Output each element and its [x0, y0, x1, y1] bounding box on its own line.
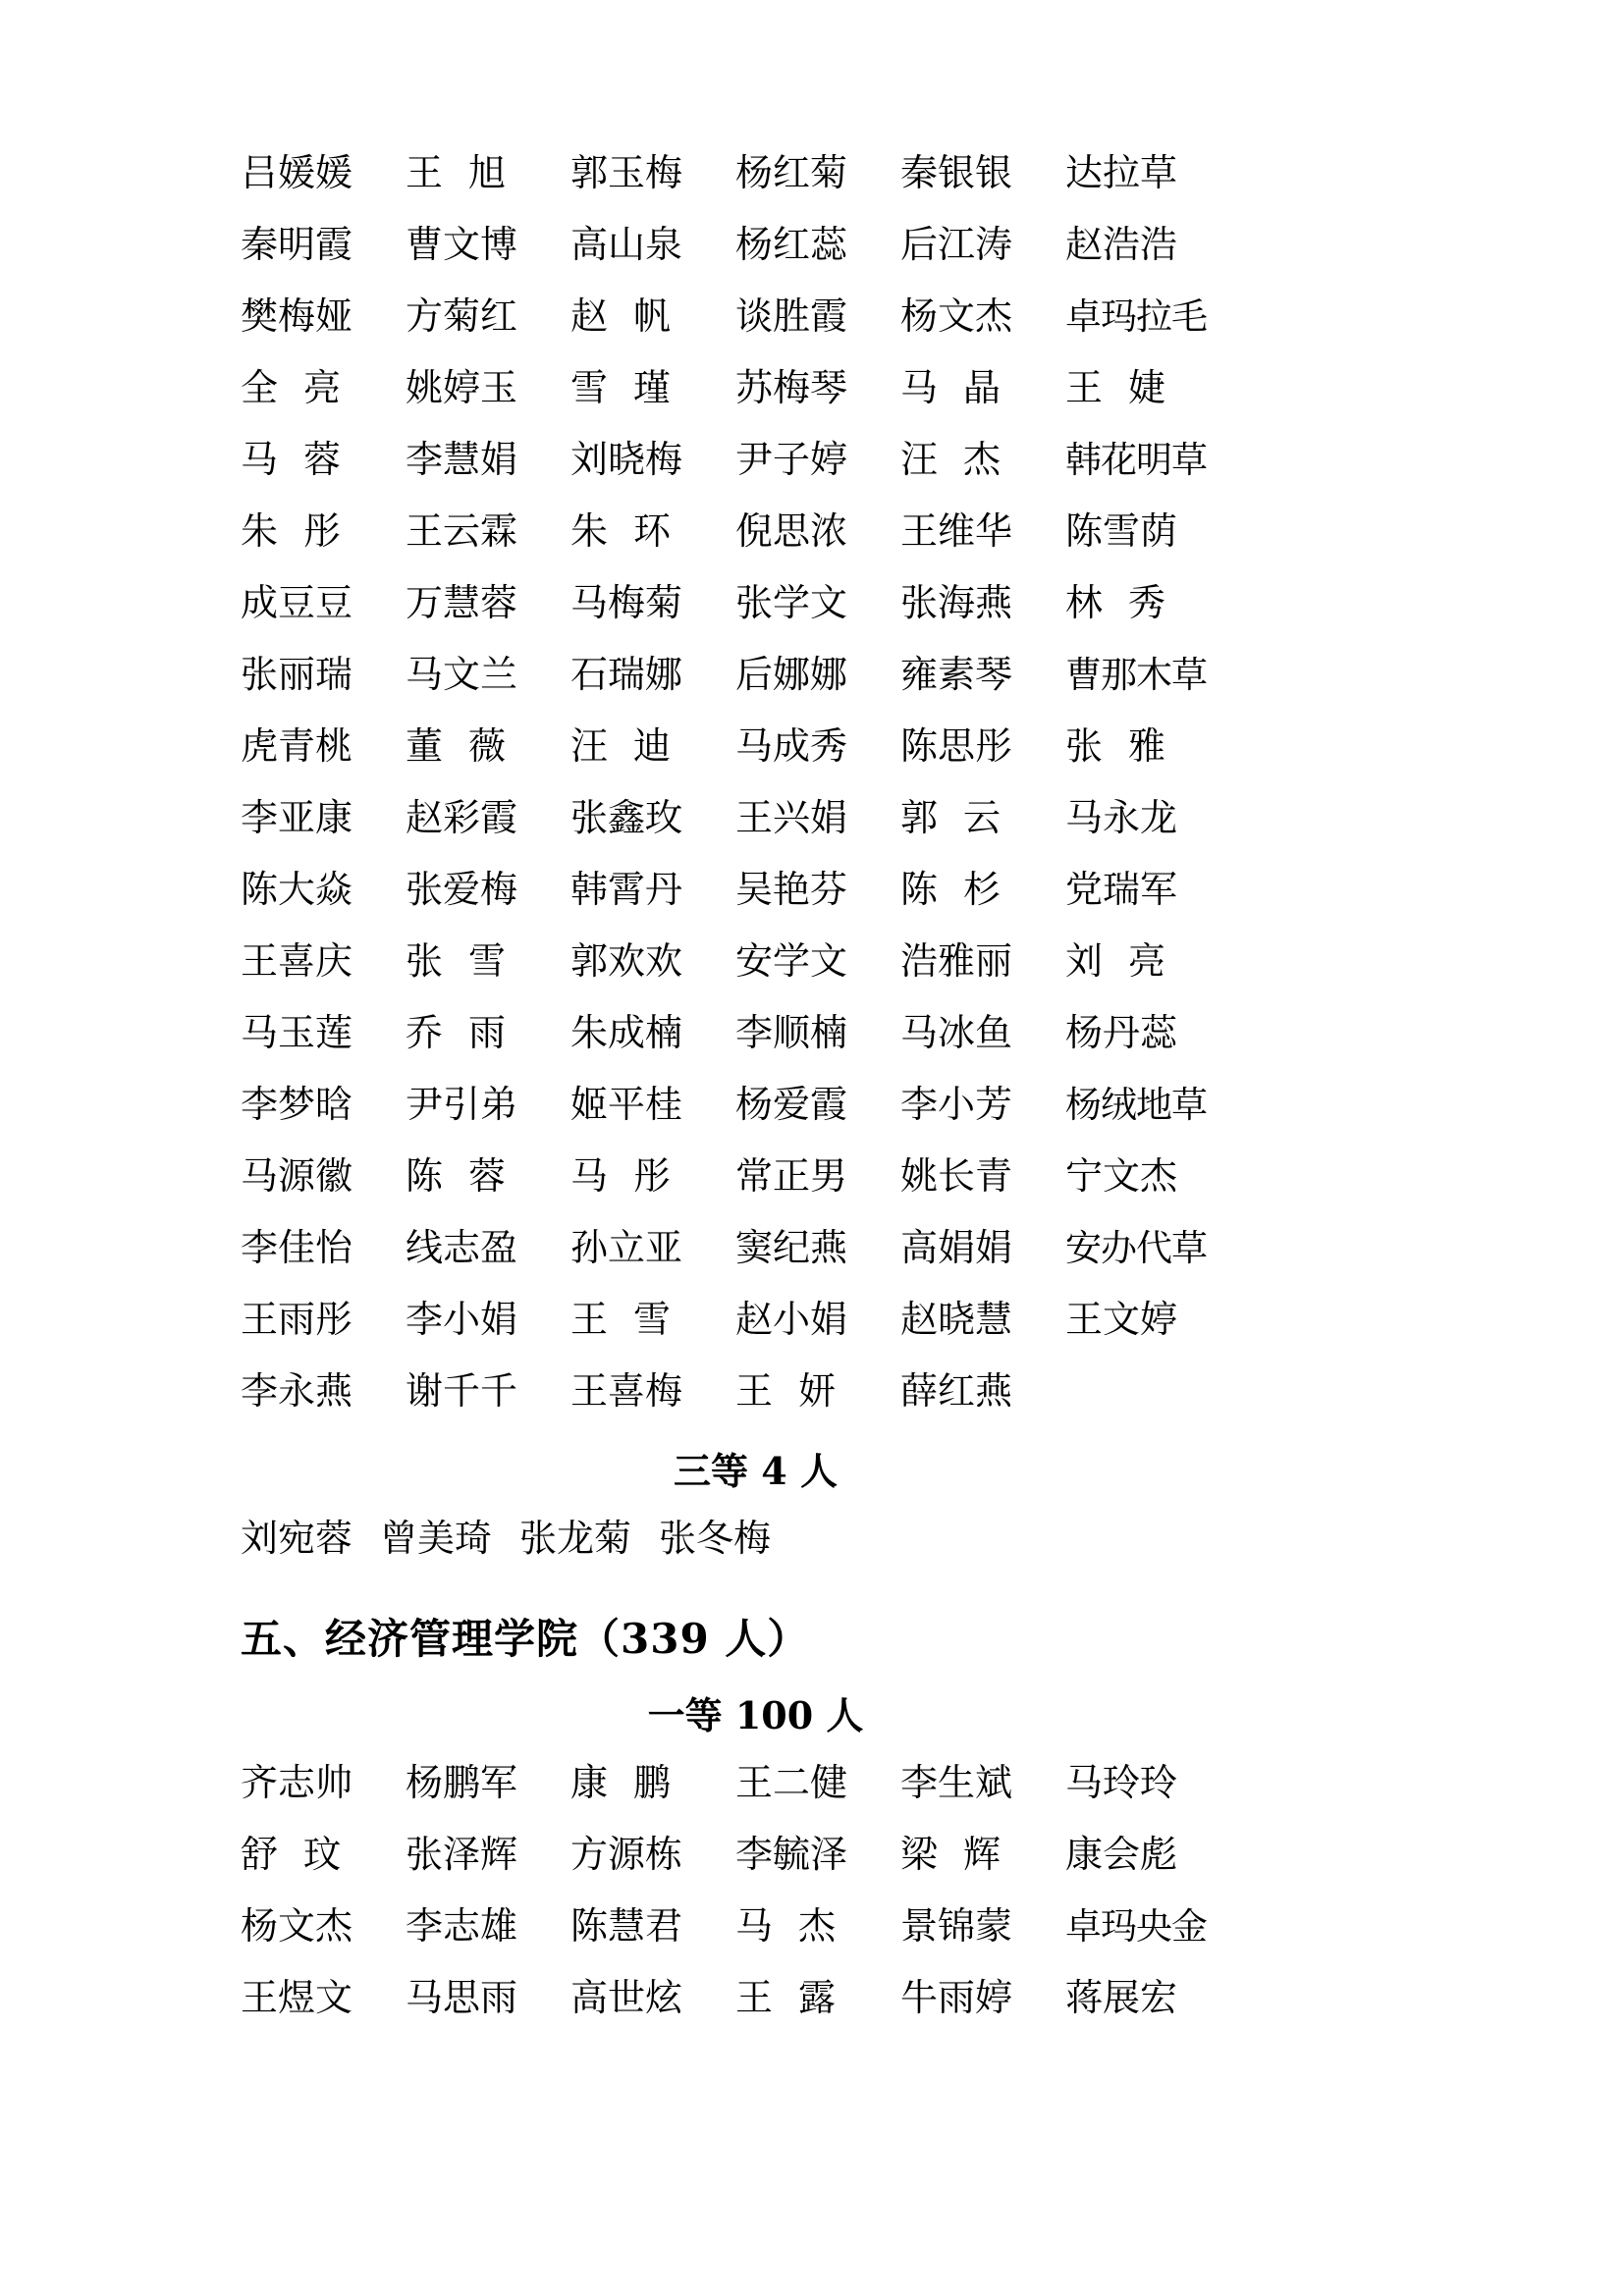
name-cell: 姬平桂 [570, 1083, 683, 1126]
name-cell: 高娟娟 [900, 1226, 1013, 1269]
name-cell: 张鑫玫 [570, 796, 683, 839]
name-cell: 张海燕 [900, 581, 1013, 624]
name-cell: 秦银银 [900, 151, 1013, 194]
name-cell: 马蓉 [241, 438, 367, 481]
name-cell: 卓玛拉毛 [1065, 295, 1207, 338]
third-prize-name-row [241, 1503, 1447, 1574]
name-cell: 杨爱霞 [735, 1083, 848, 1126]
name-cell: 董薇 [406, 724, 532, 768]
name-cell: 韩霄丹 [570, 868, 683, 911]
name-cell: 尹子婷 [735, 438, 848, 481]
name-cell: 李志雄 [406, 1904, 518, 1948]
name-cell: 秦明霞 [241, 223, 353, 266]
name-cell: 薛红燕 [900, 1369, 1013, 1413]
name-cell: 马源徽 [241, 1154, 353, 1198]
name-cell: 赵晓慧 [900, 1298, 1013, 1341]
name-cell: 李毓泽 [735, 1833, 848, 1876]
name-cell: 杨文杰 [241, 1904, 353, 1948]
name-cell: 王旭 [406, 151, 532, 194]
name-cell: 王煜文 [241, 1976, 353, 2019]
name-cell: 党瑞军 [1065, 868, 1178, 911]
name-cell: 杨鹏军 [406, 1761, 518, 1804]
name-cell: 宁文杰 [1065, 1154, 1178, 1198]
name-cell: 李永燕 [241, 1369, 353, 1413]
name-cell: 安办代草 [1065, 1227, 1207, 1269]
name-cell: 石瑞娜 [570, 653, 683, 696]
name-cell: 陈蓉 [406, 1154, 532, 1198]
name-cell: 杨绒地草 [1065, 1084, 1207, 1126]
second-prize-name-grid [241, 137, 1447, 1427]
name-cell: 张丽瑞 [241, 653, 353, 696]
name-cell: 李顺楠 [735, 1011, 848, 1054]
name-cell: 苏梅琴 [735, 366, 848, 409]
name-cell: 王妍 [735, 1369, 862, 1413]
name-cell: 马梅菊 [570, 581, 683, 624]
name-cell: 姚婷玉 [406, 366, 518, 409]
name-cell: 曹那木草 [1065, 654, 1207, 696]
name-cell: 王喜庆 [241, 939, 353, 983]
name-cell: 朱彤 [241, 509, 367, 553]
name-cell: 刘晓梅 [570, 438, 683, 481]
name-cell: 马成秀 [735, 724, 848, 768]
name-item: 刘宛蓉 [241, 1517, 353, 1560]
name-cell: 马冰鱼 [900, 1011, 1013, 1054]
name-cell: 卓玛央金 [1065, 1905, 1207, 1948]
name-cell: 王露 [735, 1976, 862, 2019]
name-cell: 李生斌 [900, 1761, 1013, 1804]
name-cell: 谈胜霞 [735, 294, 848, 338]
name-cell: 王云霖 [406, 509, 518, 553]
name-cell: 张雪 [406, 939, 532, 983]
name-cell: 杨丹蕊 [1065, 1011, 1178, 1054]
name-cell: 赵浩浩 [1065, 223, 1178, 266]
name-cell: 线志盈 [406, 1226, 518, 1269]
name-cell: 安学文 [735, 939, 848, 983]
name-cell: 梁辉 [900, 1833, 1027, 1876]
name-cell: 孙立亚 [570, 1226, 683, 1269]
name-cell: 汪迪 [570, 724, 697, 768]
name-item: 曾美琦 [380, 1517, 493, 1560]
name-cell: 张学文 [735, 581, 848, 624]
third-prize-heading: 三等 4 人 [674, 1449, 838, 1493]
name-cell: 杨文杰 [900, 294, 1013, 338]
name-cell: 李小芳 [900, 1083, 1013, 1126]
first-prize-name-grid [241, 1747, 1447, 2034]
name-cell: 赵帆 [570, 294, 697, 338]
name-cell: 舒玟 [241, 1833, 367, 1876]
name-cell: 陈雪荫 [1065, 509, 1178, 553]
name-cell: 张雅 [1065, 724, 1192, 768]
name-cell: 王二健 [735, 1761, 848, 1804]
name-cell: 全亮 [241, 366, 367, 409]
name-cell: 谢千千 [406, 1369, 518, 1413]
name-cell: 陈杉 [900, 868, 1027, 911]
name-cell: 马玉莲 [241, 1011, 353, 1054]
name-cell: 方源栋 [570, 1833, 683, 1876]
name-item: 张龙菊 [519, 1517, 632, 1560]
name-cell: 郭玉梅 [570, 151, 683, 194]
name-cell: 刘亮 [1065, 939, 1192, 983]
name-cell: 汪杰 [900, 438, 1027, 481]
name-cell: 雍素琴 [900, 653, 1013, 696]
name-cell: 陈慧君 [570, 1904, 683, 1948]
name-cell: 林秀 [1065, 581, 1192, 624]
name-cell: 吴艳芬 [735, 868, 848, 911]
name-cell: 高世炫 [570, 1976, 683, 2019]
name-cell: 尹引弟 [406, 1083, 518, 1126]
name-cell: 马思雨 [406, 1976, 518, 2019]
name-cell: 曹文博 [406, 223, 518, 266]
name-cell: 马玲玲 [1065, 1761, 1178, 1804]
name-cell: 王维华 [900, 509, 1013, 553]
name-cell: 赵彩霞 [406, 796, 518, 839]
name-cell: 马彤 [570, 1154, 697, 1198]
name-cell: 乔雨 [406, 1011, 532, 1054]
name-cell: 齐志帅 [241, 1761, 353, 1804]
name-cell: 浩雅丽 [900, 939, 1013, 983]
name-cell: 王雪 [570, 1298, 697, 1341]
college-heading: 五、经济管理学院（339 人） [241, 1615, 810, 1663]
name-cell: 李亚康 [241, 796, 353, 839]
name-cell [1065, 1356, 1230, 1427]
name-item: 张冬梅 [659, 1517, 772, 1560]
name-cell: 倪思浓 [735, 509, 848, 553]
name-cell: 马永龙 [1065, 796, 1178, 839]
name-cell: 李佳怡 [241, 1226, 353, 1269]
name-cell: 马文兰 [406, 653, 518, 696]
name-cell: 张爱梅 [406, 868, 518, 911]
name-cell: 后娜娜 [735, 653, 848, 696]
name-cell: 高山泉 [570, 223, 683, 266]
name-cell: 李梦晗 [241, 1083, 353, 1126]
name-cell: 常正男 [735, 1154, 848, 1198]
name-cell: 韩花明草 [1065, 439, 1207, 481]
name-cell: 杨红蕊 [735, 223, 848, 266]
name-cell: 成豆豆 [241, 581, 353, 624]
name-cell: 后江涛 [900, 223, 1013, 266]
name-cell: 康鹏 [570, 1761, 697, 1804]
name-cell: 虎青桃 [241, 724, 353, 768]
name-cell: 马杰 [735, 1904, 862, 1948]
name-cell: 吕媛媛 [241, 151, 353, 194]
name-cell: 朱成楠 [570, 1011, 683, 1054]
name-cell: 张泽辉 [406, 1833, 518, 1876]
name-cell: 赵小娟 [735, 1298, 848, 1341]
name-cell: 王喜梅 [570, 1369, 683, 1413]
name-cell: 李小娟 [406, 1298, 518, 1341]
name-cell: 陈思彤 [900, 724, 1013, 768]
name-cell: 牛雨婷 [900, 1976, 1013, 2019]
name-cell: 樊梅娅 [241, 294, 353, 338]
name-cell: 达拉草 [1065, 151, 1178, 194]
name-cell: 王文婷 [1065, 1298, 1178, 1341]
name-cell: 李慧娟 [406, 438, 518, 481]
name-cell: 王婕 [1065, 366, 1192, 409]
first-prize-heading: 一等 100 人 [647, 1693, 864, 1737]
name-cell: 万慧蓉 [406, 581, 518, 624]
name-cell: 杨红菊 [735, 151, 848, 194]
name-cell: 王兴娟 [735, 796, 848, 839]
name-cell: 马晶 [900, 366, 1027, 409]
name-cell: 郭云 [900, 796, 1027, 839]
name-cell: 陈大焱 [241, 868, 353, 911]
name-cell: 王雨彤 [241, 1298, 353, 1341]
name-cell: 康会彪 [1065, 1833, 1178, 1876]
name-cell: 蒋展宏 [1065, 1976, 1178, 2019]
name-cell: 窦纪燕 [735, 1226, 848, 1269]
name-cell: 景锦蒙 [900, 1904, 1013, 1948]
name-cell: 姚长青 [900, 1154, 1013, 1198]
name-cell: 雪瑾 [570, 366, 697, 409]
name-cell: 郭欢欢 [570, 939, 683, 983]
name-cell: 方菊红 [406, 294, 518, 338]
name-cell: 朱环 [570, 509, 697, 553]
